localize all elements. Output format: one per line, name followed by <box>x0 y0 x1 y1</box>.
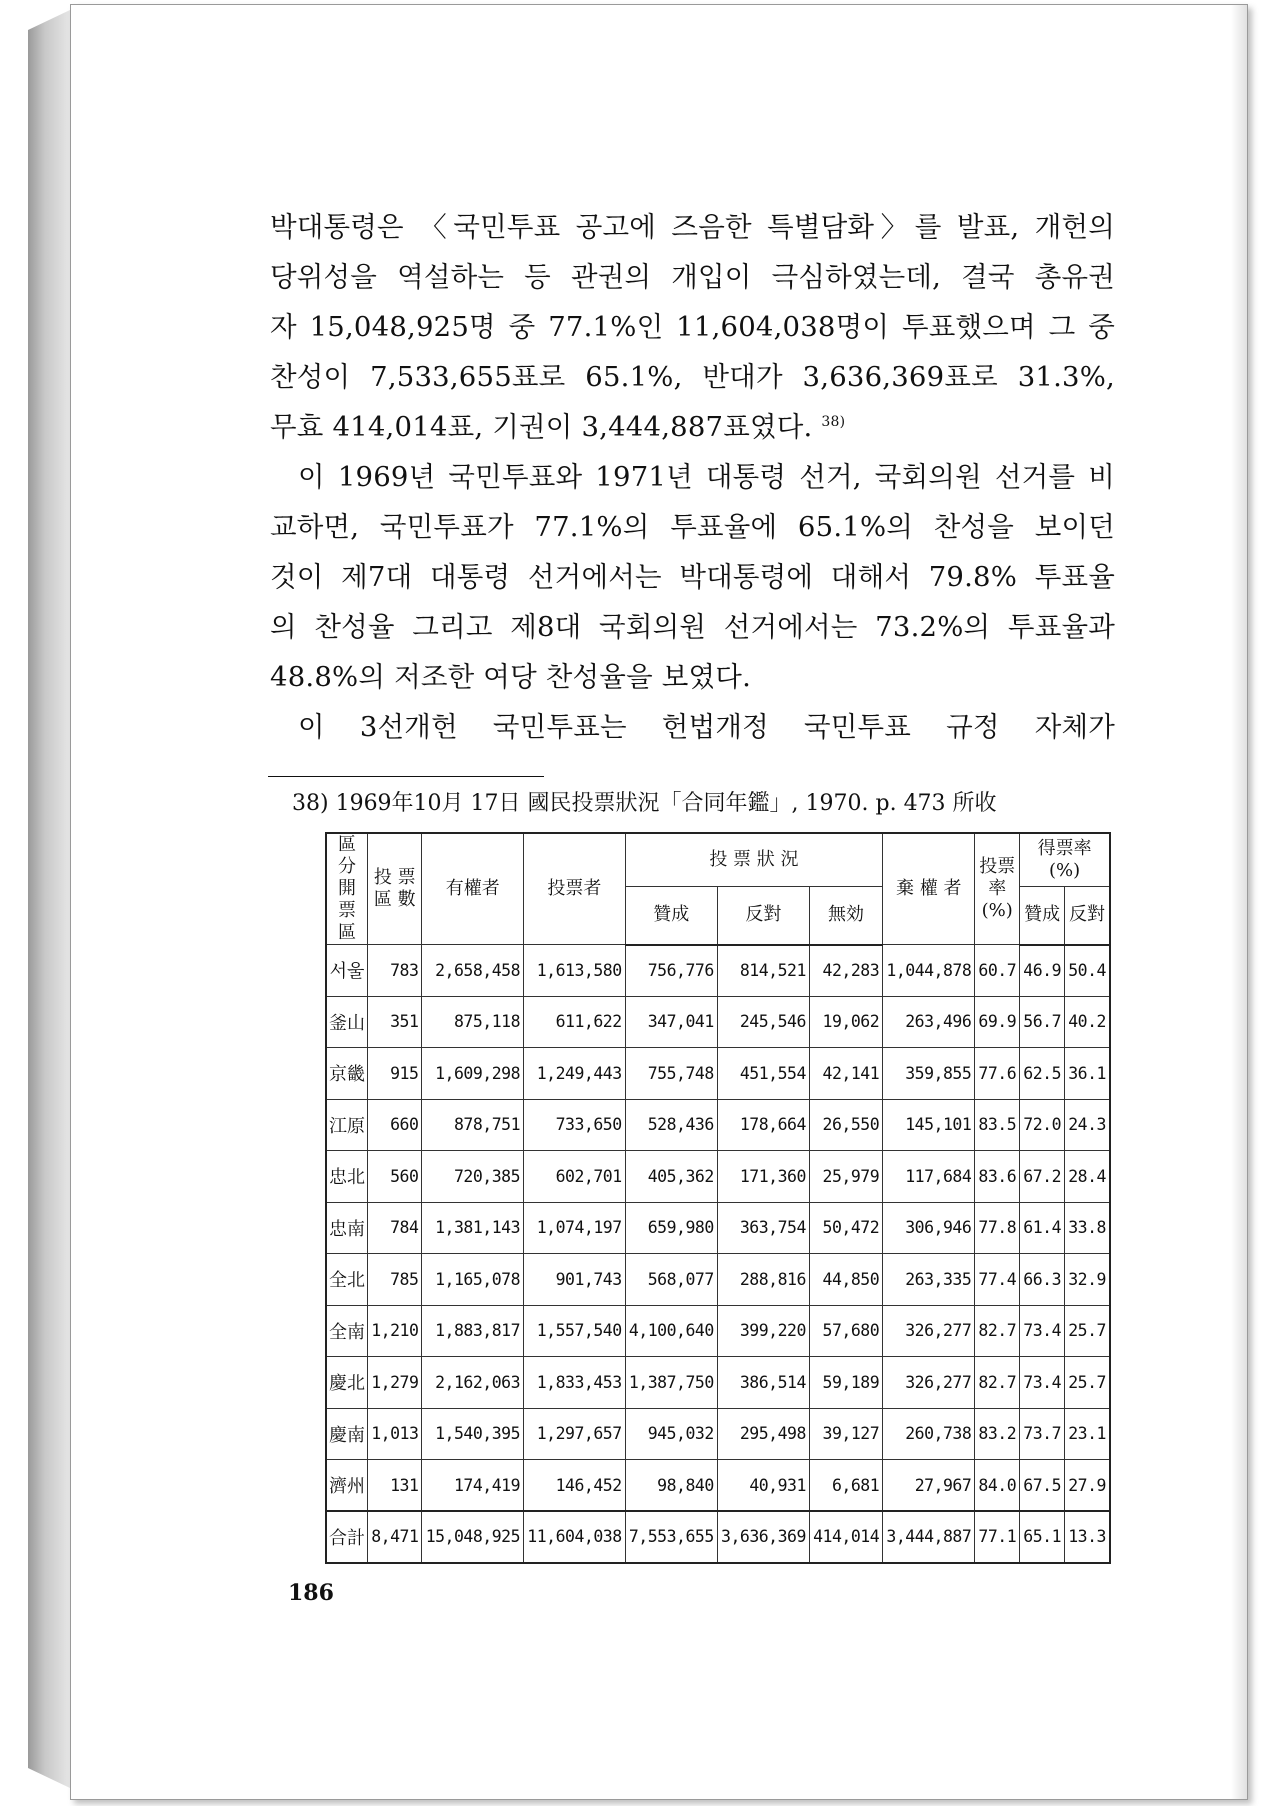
cell-invalid: 50,472 <box>809 1202 882 1254</box>
cell-voters: 146,452 <box>524 1460 626 1512</box>
header-rate-yes: 贊成 <box>1020 886 1065 944</box>
cell-region: 忠南 <box>326 1202 368 1254</box>
page-edge <box>1231 5 1247 1799</box>
header-invalid: 無効 <box>809 886 882 944</box>
cell-voters: 611,622 <box>524 996 626 1048</box>
text-line: 이 3선개헌 국민투표는 헌법개정 국민투표 규정 자체가 <box>298 711 1115 743</box>
cell-voters: 11,604,038 <box>524 1511 626 1563</box>
cell-rate-no: 25.7 <box>1065 1357 1110 1409</box>
cell-region: 濟州 <box>326 1460 368 1512</box>
cell-invalid: 25,979 <box>809 1151 882 1203</box>
cell-yes: 1,387,750 <box>625 1357 717 1409</box>
cell-turnout: 77.8 <box>975 1202 1020 1254</box>
cell-abstain: 145,101 <box>883 1099 975 1151</box>
cell-invalid: 26,550 <box>809 1099 882 1151</box>
header-region: 區分 開票區 <box>326 833 368 945</box>
header-vote-rate: 得票率 (%) <box>1020 833 1110 886</box>
cell-turnout: 77.1 <box>975 1511 1020 1563</box>
cell-invalid: 42,283 <box>809 945 882 997</box>
cell-abstain: 306,946 <box>883 1202 975 1254</box>
cell-invalid: 39,127 <box>809 1408 882 1460</box>
cell-registered: 2,162,063 <box>422 1357 524 1409</box>
cell-registered: 1,609,298 <box>422 1048 524 1100</box>
cell-no: 171,360 <box>717 1151 809 1203</box>
text-line: 48.8%의 저조한 여당 찬성율을 보였다. <box>270 661 752 693</box>
cell-districts: 351 <box>368 996 422 1048</box>
cell-rate-no: 28.4 <box>1065 1151 1110 1203</box>
header-turnout: 投票 率 (%) <box>975 833 1020 945</box>
page-number: 186 <box>288 1580 334 1606</box>
cell-registered: 1,381,143 <box>422 1202 524 1254</box>
header-no: 反對 <box>717 886 809 944</box>
cell-no: 178,664 <box>717 1099 809 1151</box>
cell-districts: 915 <box>368 1048 422 1100</box>
table-row <box>326 1099 1110 1151</box>
text-line: 찬성이 7,533,655표로 65.1%, 반대가 3,636,369표로 31.3%, <box>270 361 1115 393</box>
cell-rate-yes: 73.7 <box>1020 1408 1065 1460</box>
cell-rate-yes: 62.5 <box>1020 1048 1065 1100</box>
cell-yes: 568,077 <box>625 1254 717 1306</box>
cell-turnout: 82.7 <box>975 1305 1020 1357</box>
cell-abstain: 117,684 <box>883 1151 975 1203</box>
cell-region: 慶北 <box>326 1357 368 1409</box>
cell-region: 全北 <box>326 1254 368 1306</box>
cell-rate-no: 40.2 <box>1065 996 1110 1048</box>
table-row <box>326 1151 1110 1203</box>
footnote-reference: 38) <box>821 413 846 430</box>
footnote-text: 38) 1969年10月 17日 國民投票狀況「合同年鑑」, 1970. p. 473 所收 <box>292 791 997 816</box>
cell-no: 814,521 <box>717 945 809 997</box>
cell-invalid: 44,850 <box>809 1254 882 1306</box>
cell-turnout: 83.2 <box>975 1408 1020 1460</box>
text-line-content: 무효 414,014표, 기권이 3,444,887표였다. <box>270 411 813 443</box>
cell-voters: 901,743 <box>524 1254 626 1306</box>
cell-turnout: 60.7 <box>975 945 1020 997</box>
cell-turnout: 69.9 <box>975 996 1020 1048</box>
cell-turnout: 83.6 <box>975 1151 1020 1203</box>
cell-yes: 945,032 <box>625 1408 717 1460</box>
text-line: 의 찬성율 그리고 제8대 국회의원 선거에서는 73.2%의 투표율과 <box>270 611 1115 643</box>
cell-abstain: 326,277 <box>883 1305 975 1357</box>
cell-rate-yes: 67.2 <box>1020 1151 1065 1203</box>
table-row <box>326 945 1110 997</box>
cell-rate-no: 25.7 <box>1065 1305 1110 1357</box>
text-line: 박대통령은 〈국민투표 공고에 즈음한 특별담화〉를 발표, 개헌의 <box>270 211 1115 243</box>
cell-no: 40,931 <box>717 1460 809 1512</box>
cell-voters: 1,074,197 <box>524 1202 626 1254</box>
cell-registered: 878,751 <box>422 1099 524 1151</box>
text-line: 이 1969년 국민투표와 1971년 대통령 선거, 국회의원 선거를 비 <box>298 461 1115 493</box>
cell-region: 서울 <box>326 945 368 997</box>
table-row <box>326 1511 1110 1563</box>
cell-abstain: 260,738 <box>883 1408 975 1460</box>
cell-districts: 1,279 <box>368 1357 422 1409</box>
header-registered: 有權者 <box>422 833 524 945</box>
cell-rate-no: 33.8 <box>1065 1202 1110 1254</box>
cell-region: 慶南 <box>326 1408 368 1460</box>
cell-invalid: 59,189 <box>809 1357 882 1409</box>
cell-region: 忠北 <box>326 1151 368 1203</box>
cell-rate-yes: 56.7 <box>1020 996 1065 1048</box>
cell-invalid: 42,141 <box>809 1048 882 1100</box>
cell-yes: 528,436 <box>625 1099 717 1151</box>
text-line: 자 15,048,925명 중 77.1%인 11,604,038명이 투표했으며 그 중 <box>270 311 1115 343</box>
cell-turnout: 77.4 <box>975 1254 1020 1306</box>
table-row <box>326 1408 1110 1460</box>
cell-no: 295,498 <box>717 1408 809 1460</box>
text-line <box>270 402 1115 452</box>
cell-rate-yes: 73.4 <box>1020 1305 1065 1357</box>
cell-turnout: 82.7 <box>975 1357 1020 1409</box>
cell-yes: 347,041 <box>625 996 717 1048</box>
cell-districts: 783 <box>368 945 422 997</box>
cell-voters: 733,650 <box>524 1099 626 1151</box>
cell-no: 451,554 <box>717 1048 809 1100</box>
cell-rate-no: 13.3 <box>1065 1511 1110 1563</box>
header-vote-status: 投 票 狀 況 <box>625 833 883 886</box>
cell-voters: 1,297,657 <box>524 1408 626 1460</box>
cell-yes: 7,553,655 <box>625 1511 717 1563</box>
book-spine <box>28 10 70 1788</box>
cell-abstain: 263,496 <box>883 996 975 1048</box>
cell-voters: 602,701 <box>524 1151 626 1203</box>
cell-registered: 875,118 <box>422 996 524 1048</box>
cell-abstain: 1,044,878 <box>883 945 975 997</box>
cell-invalid: 6,681 <box>809 1460 882 1512</box>
table-row <box>326 1254 1110 1306</box>
cell-region: 全南 <box>326 1305 368 1357</box>
cell-no: 399,220 <box>717 1305 809 1357</box>
header-districts: 投 票 區 數 <box>368 833 422 945</box>
cell-registered: 2,658,458 <box>422 945 524 997</box>
cell-abstain: 326,277 <box>883 1357 975 1409</box>
cell-rate-yes: 73.4 <box>1020 1357 1065 1409</box>
cell-invalid: 414,014 <box>809 1511 882 1563</box>
cell-districts: 560 <box>368 1151 422 1203</box>
cell-region: 釜山 <box>326 996 368 1048</box>
cell-no: 363,754 <box>717 1202 809 1254</box>
table-row <box>326 1048 1110 1100</box>
table-row <box>326 1357 1110 1409</box>
cell-rate-no: 50.4 <box>1065 945 1110 997</box>
cell-registered: 174,419 <box>422 1460 524 1512</box>
cell-no: 3,636,369 <box>717 1511 809 1563</box>
cell-districts: 785 <box>368 1254 422 1306</box>
cell-turnout: 77.6 <box>975 1048 1020 1100</box>
cell-rate-no: 23.1 <box>1065 1408 1110 1460</box>
cell-no: 386,514 <box>717 1357 809 1409</box>
cell-abstain: 3,444,887 <box>883 1511 975 1563</box>
cell-abstain: 263,335 <box>883 1254 975 1306</box>
footnote-divider <box>268 776 544 777</box>
cell-region: 合計 <box>326 1511 368 1563</box>
cell-invalid: 57,680 <box>809 1305 882 1357</box>
cell-yes: 98,840 <box>625 1460 717 1512</box>
cell-rate-no: 36.1 <box>1065 1048 1110 1100</box>
header-yes: 贊成 <box>625 886 717 944</box>
cell-rate-yes: 66.3 <box>1020 1254 1065 1306</box>
table-row <box>326 996 1110 1048</box>
text-line: 것이 제7대 대통령 선거에서는 박대통령에 대해서 79.8% 투표율 <box>270 561 1115 593</box>
cell-registered: 15,048,925 <box>422 1511 524 1563</box>
cell-abstain: 27,967 <box>883 1460 975 1512</box>
cell-yes: 405,362 <box>625 1151 717 1203</box>
cell-invalid: 19,062 <box>809 996 882 1048</box>
table-row <box>326 1305 1110 1357</box>
cell-region: 京畿 <box>326 1048 368 1100</box>
body-text <box>270 202 1115 752</box>
cell-rate-yes: 46.9 <box>1020 945 1065 997</box>
cell-districts: 1,013 <box>368 1408 422 1460</box>
cell-yes: 755,748 <box>625 1048 717 1100</box>
cell-districts: 784 <box>368 1202 422 1254</box>
cell-rate-yes: 61.4 <box>1020 1202 1065 1254</box>
cell-voters: 1,613,580 <box>524 945 626 997</box>
header-abstain: 棄 權 者 <box>883 833 975 945</box>
cell-rate-yes: 65.1 <box>1020 1511 1065 1563</box>
table-row <box>326 1460 1110 1512</box>
cell-turnout: 83.5 <box>975 1099 1020 1151</box>
cell-registered: 1,165,078 <box>422 1254 524 1306</box>
cell-yes: 659,980 <box>625 1202 717 1254</box>
cell-districts: 8,471 <box>368 1511 422 1563</box>
header-voters: 投票者 <box>524 833 626 945</box>
cell-districts: 660 <box>368 1099 422 1151</box>
cell-rate-no: 24.3 <box>1065 1099 1110 1151</box>
cell-rate-yes: 72.0 <box>1020 1099 1065 1151</box>
cell-voters: 1,557,540 <box>524 1305 626 1357</box>
cell-abstain: 359,855 <box>883 1048 975 1100</box>
cell-yes: 756,776 <box>625 945 717 997</box>
cell-districts: 1,210 <box>368 1305 422 1357</box>
text-line: 교하면, 국민투표가 77.1%의 투표율에 65.1%의 찬성을 보이던 <box>270 511 1115 543</box>
cell-region: 江原 <box>326 1099 368 1151</box>
cell-no: 288,816 <box>717 1254 809 1306</box>
header-rate-no: 反對 <box>1065 886 1110 944</box>
cell-voters: 1,833,453 <box>524 1357 626 1409</box>
cell-registered: 720,385 <box>422 1151 524 1203</box>
cell-rate-no: 32.9 <box>1065 1254 1110 1306</box>
cell-voters: 1,249,443 <box>524 1048 626 1100</box>
cell-no: 245,546 <box>717 996 809 1048</box>
cell-districts: 131 <box>368 1460 422 1512</box>
referendum-results-table <box>325 832 1111 1564</box>
text-line: 당위성을 역설하는 등 관권의 개입이 극심하였는데, 결국 총유권 <box>270 261 1115 293</box>
cell-rate-no: 27.9 <box>1065 1460 1110 1512</box>
cell-yes: 4,100,640 <box>625 1305 717 1357</box>
cell-registered: 1,883,817 <box>422 1305 524 1357</box>
table-row <box>326 1202 1110 1254</box>
cell-rate-yes: 67.5 <box>1020 1460 1065 1512</box>
cell-turnout: 84.0 <box>975 1460 1020 1512</box>
cell-registered: 1,540,395 <box>422 1408 524 1460</box>
